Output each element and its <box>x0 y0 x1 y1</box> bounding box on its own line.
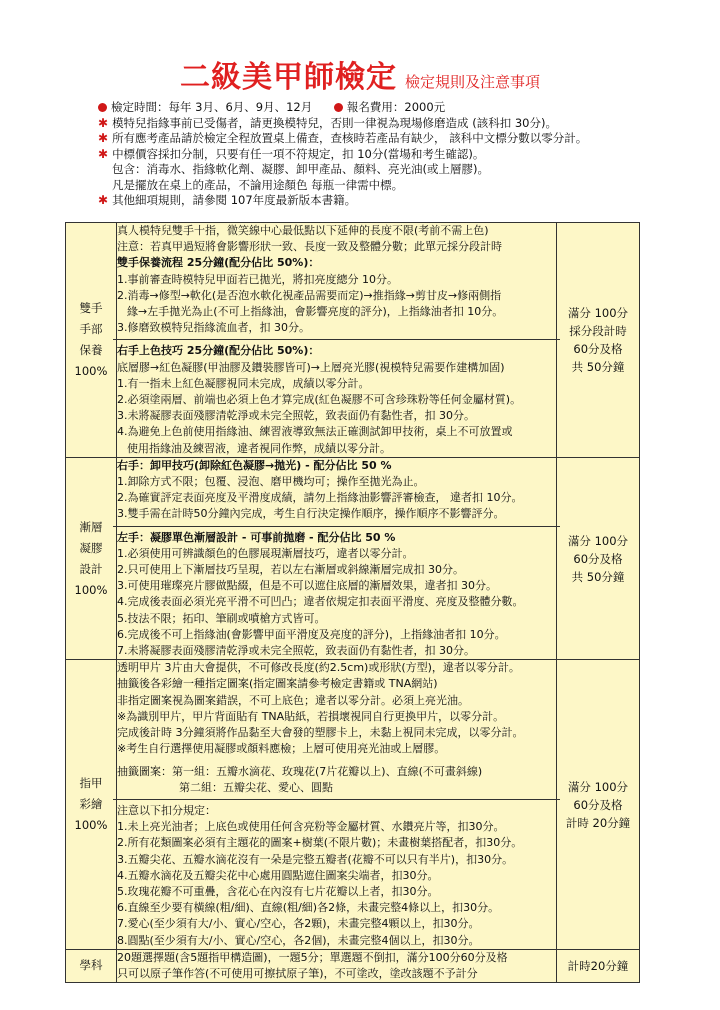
notes <box>98 100 658 209</box>
star-icon: ✱ <box>98 146 109 161</box>
section-nail-art <box>66 660 640 949</box>
note-include: 包含：消毒水、指緣軟化劑、凝膠、卸甲產品、顏料、亮光油(或上層膠)。 <box>112 162 489 176</box>
red-dot-icon <box>98 103 107 112</box>
category-cell: 雙手 手部 保養 100% <box>66 223 117 458</box>
exam-fee: 報名費用：2000元 <box>346 100 446 114</box>
section-hand-care <box>66 223 640 458</box>
page-subtitle: 檢定規則及注意事項 <box>404 73 540 91</box>
section-gradient-gel <box>66 457 640 659</box>
content-cell: 右手：卸甲技巧(卸除紅色凝膠→拋光) - 配分佔比 50 % 1.卸除方式不限；包覆、浸泡、磨甲機均可；操作至拋光為止。 2.為確實評定表面亮度及平滑度成績，請勿上指緣油影響評審檢查， 違者扣 10分。 3.雙手需在計時50分鐘內完成，考生自行決定操作順序，操作順序不影響評分。 左手：凝膠單色漸層設計 - 可事前拋磨 - 配分佔比 50 % 1.必須使用可辨識顏色的色膠展現漸層技巧，違者以零分計。 2.只可使用上下漸層技巧呈現，若以左右漸層或斜線漸層完成扣 30分。 3.可使用璀璨亮片膠做點綴，但是不可以遮住底層的漸層效果，違者扣 30分。 4.完成後表面必須光亮平滑不可凹凸；違者依規定扣表面平滑度、亮度及整體分數。 5.技法不限；拓印、筆刷或噴槍方式皆可。 6.完成後不可上指緣油(會影響甲面平滑度及亮度的評分)，上指緣油者扣 10分。 7.未將凝膠表面殘膠清乾淨或未完全照乾，致表面仍有黏性者，扣 30分。 <box>117 457 557 659</box>
rules-table <box>65 222 640 983</box>
sub-section: 右手上色技巧 25分鐘(配分佔比 50%)： 底層膠→紅色凝膠(甲油膠及鑽裝膠皆可)→上層亮光膠(視模特兒需要作建構加固) 1.有一指未上紅色凝膠視同未完成，成績以零分計。 2.必須塗兩層、前端也必須上色才算完成(紅色凝膠不可含珍珠粉等任何金屬材質)。 3.未將凝膠表面殘膠清乾淨或未完全照乾，致表面仍有黏性者，扣 30分。 4.為避免上色前使用指緣油、練習液導致無法正確測試卸甲技術，桌上不可放置或 使用指緣油及練習液，違者視同作弊，成績以零分計。 <box>113 339 560 456</box>
star-icon: ✱ <box>98 131 109 145</box>
page-title: 二級美甲師檢定 <box>179 60 397 95</box>
note-item: ✱ 模特兒指緣事前已受傷者，請更換模特兒，否則一律視為現場修磨造成 (該科扣 30分)。 <box>98 115 557 130</box>
red-dot-icon <box>334 103 343 112</box>
exam-info-line <box>98 100 658 116</box>
score-cell: 滿分 100分 60分及格 共 50分鐘 <box>557 457 640 659</box>
section-theory <box>66 949 640 982</box>
star-icon: ✱ <box>98 115 109 130</box>
content-cell: 真人模特兒雙手十指，微笑線中心最低點以下延伸的長度不限(考前不需上色) 注意：若真甲過短將會影響形狀一致、長度一致及整體分數；此單元採分段計時 雙手保養流程 25分鐘(配分佔比 50%)： 1.事前審查時模特兒甲面若已拋光，將扣亮度總分 10分。 2.消毒→修型→軟化(是否泡水軟化視產品需要而定)→推指緣→剪甘皮→修兩側指 緣→左手拋光為止(不可上指緣油，會影響亮度的評分)，上指緣油者扣 10分。 3.修磨致模特兒指緣流血者，扣 30分。 右手上色技巧 25分鐘(配分佔比 50%)： 底層膠→紅色凝膠(甲油膠及鑽裝膠皆可)→上層亮光膠(視模特兒需要作建構加固) 1.有一指未上紅色凝膠視同未完成，成績以零分計。 2.必須塗兩層、前端也必須上色才算完成(紅色凝膠不可含珍珠粉等任何金屬材質)。 3.未將凝膠表面殘膠清乾淨或未完全照乾，致表面仍有黏性者，扣 30分。 4.為避免上色前使用指緣油、練習液導致無法正確測試卸甲技術，桌上不可放置或 使用指緣油及練習液，違者視同作弊，成績以零分計。 <box>117 223 557 458</box>
score-cell: 滿分 100分 60分及格 計時 20分鐘 <box>557 660 640 949</box>
content-cell: 20題選擇題(含5題指甲構造圖)，一題5分；單選題不倒扣，滿分100分60分及格 只可以原子筆作答(不可使用可擦拭原子筆)，不可塗改，塗改該題不予計分 <box>117 949 557 982</box>
sub-section: 注意以下扣分規定： 1.未上亮光油者；上底色或使用任何含亮粉等金屬材質、水鑽亮片等，扣30分。 2.所有花類圖案必須有主題花的圖案+樹葉(不限片數)；未畫樹葉搭配者，扣30分。 3.五瓣尖花、五瓣水滴花沒有一朵是完整五瓣者(花瓣不可以只有半片)，扣30分。 4.五瓣水滴花及五瓣尖花中心處用圓點遮住圖案尖端者，扣30分。 5.玫瑰花瓣不可重疊，含花心在內沒有七片花瓣以上者，扣30分。 6.直線至少要有橫線(粗/細)、直線(粗/細)各2條，未畫完整4條以上，扣30分。 7.愛心(至少須有大/小、實心/空心，各2顆)，未畫完整4顆以上，扣30分。 8.圓點(至少須有大/小、實心/空心，各2個)，未畫完整4個以上，扣30分。 <box>113 799 560 949</box>
category-cell: 學科 <box>66 949 117 982</box>
note-item: ✱ 其他細項規則，請參閱 107年度最新版本書籍。 <box>98 193 357 207</box>
note-item: ✱ 所有應考產品請於檢定全程放置桌上備查，查核時若產品有缺少， 該科中文標分數以零分計。 <box>98 131 588 145</box>
sub-section: 左手：凝膠單色漸層設計 - 可事前拋磨 - 配分佔比 50 % 1.必須使用可辨識顏色的色膠展現漸層技巧，違者以零分計。 2.只可使用上下漸層技巧呈現，若以左右漸層或斜線漸層完成扣 30分。 3.可使用璀璨亮片膠做點綴，但是不可以遮住底層的漸層效果，違者扣 30分。 4.完成後表面必須光亮平滑不可凹凸；違者依規定扣表面平滑度、亮度及整體分數。 5.技法不限；拓印、筆刷或噴槍方式皆可。 6.完成後不可上指緣油(會影響甲面平滑度及亮度的評分)，上指緣油者扣 10分。 7.未將凝膠表面殘膠清乾淨或未完全照乾，致表面仍有黏性者，扣 30分。 <box>113 526 560 660</box>
category-cell: 指甲 彩繪 100% <box>66 660 117 949</box>
score-cell: 滿分 100分 採分段計時 60分及格 共 50分鐘 <box>557 223 640 458</box>
exam-time: 檢定時間：每年 3月、6月、9月、12月 <box>111 100 313 114</box>
score-cell: 計時20分鐘 <box>557 949 640 982</box>
category-cell: 漸層 凝膠 設計 100% <box>66 457 117 659</box>
note-item: ✱ 中標價容採扣分制，只要有任一項不符規定，扣 10分(當場和考生確認)。 <box>98 146 485 161</box>
star-icon: ✱ <box>98 193 109 207</box>
content-cell: 透明甲片 3片由大會提供，不可修改長度(約2.5cm)或形狀(方型)，違者以零分計。 抽籤後各彩繪一種指定圖案(指定圖案請參考檢定書籍或 TNA網站) 非指定圖案視為圖案錯誤，不可上底色；違者以零分計。必須上亮光油。 ※為識別甲片，甲片背面貼有 TNA貼紙，若損壞視同自行更換甲片，以零分計。 完成後計時 3分鐘須將作品黏至大會發的塑膠卡上，未黏上視同未完成，以零分計。 ※考生自行選擇使用凝膠或顏料應檢；上層可使用亮光油或上層膠。 抽籤圖案：第一組：五瓣水滴花、玫瑰花(7片花瓣以上)、直線(不可畫斜線) 第二組：五瓣尖花、愛心、圓點 注意以下扣分規定： 1.未上亮光油者；上底色或使用任何含亮粉等金屬材質、水鑽亮片等，扣30分。 2.所有花類圖案必須有主題花的圖案+樹葉(不限片數)；未畫樹葉搭配者，扣30分。 3.五瓣尖花、五瓣水滴花沒有一朵是完整五瓣者(花瓣不可以只有半片)，扣30分。 4.五瓣水滴花及五瓣尖花中心處用圓點遮住圖案尖端者，扣30分。 5.玫瑰花瓣不可重疊，含花心在內沒有七片花瓣以上者，扣30分。 6.直線至少要有橫線(粗/細)、直線(粗/細)各2條，未畫完整4條以上，扣30分。 7.愛心(至少須有大/小、實心/空心，各2顆)，未畫完整4顆以上，扣30分。 8.圓點(至少須有大/小、實心/空心，各2個)，未畫完整4個以上，扣30分。 <box>117 660 557 949</box>
note-desk: 凡是擺放在桌上的產品，不論用途顏色 每瓶一律需中標。 <box>112 177 404 192</box>
title-row <box>0 52 720 96</box>
